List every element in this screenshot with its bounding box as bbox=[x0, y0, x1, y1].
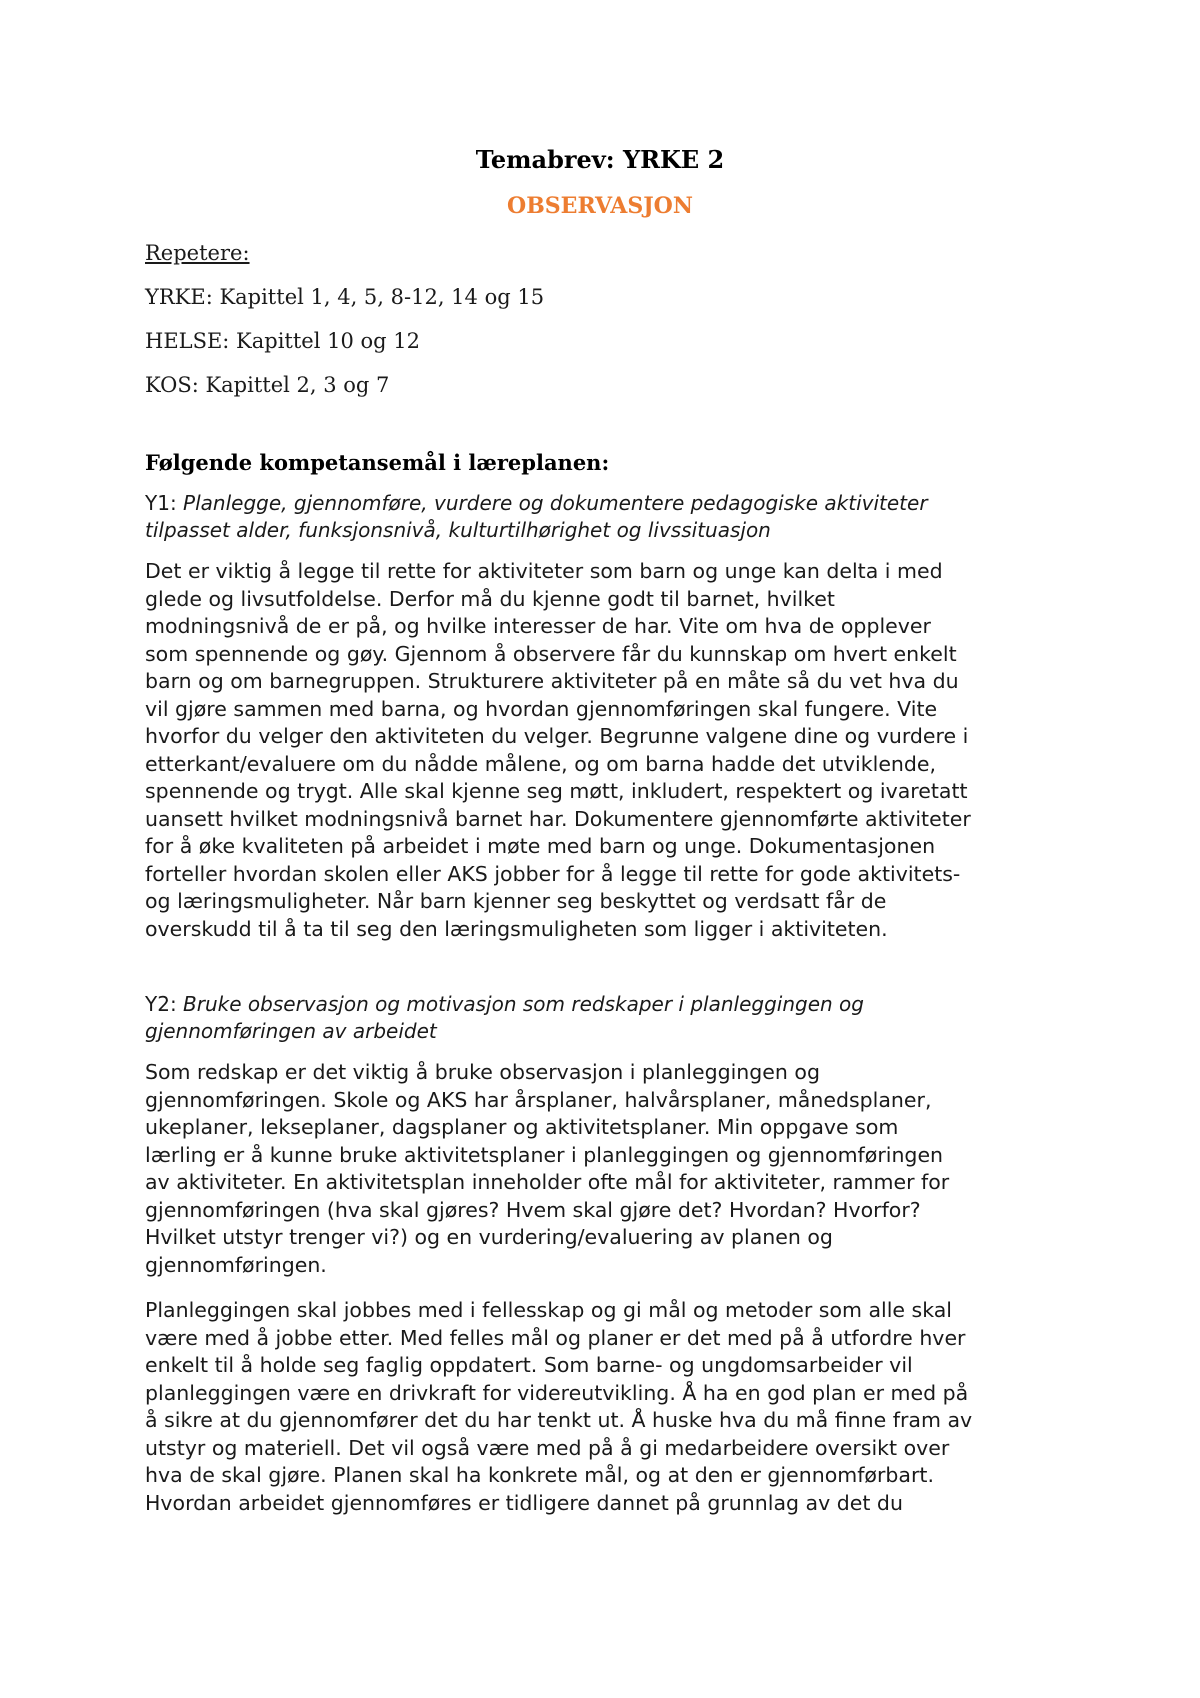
document-body bbox=[145, 240, 1065, 1535]
paragraph-y2: Som redskap er det viktig å bruke observasjon i planleggingen og gjennomføringen. Skole og AKS har årsplaner, halvårsplaner, månedsplaner, ukeplaner, lekseplaner, dagsplaner og aktivitetsplaner. Min oppgave som lærling er å kunne bruke aktivitetsplaner i planleggingen og gjennomføringen av aktiviteter. En aktivitetsplan inneholder ofte mål for aktiviteter, rammer for gjennomføringen (hva skal gjøres? Hvem skal gjøre det? Hvordan? Hvorfor? Hvilket utstyr trenger vi?) og en vurdering/evaluering av planen og gjennomføringen. bbox=[145, 1060, 950, 1277]
competence-heading: Følgende kompetansemål i læreplanen: bbox=[145, 450, 610, 475]
paragraph-y1: Det er viktig å legge til rette for aktiviteter som barn og unge kan delta i med glede og livsutfoldelse. Derfor må du kjenne godt til barnet, hvilket modningsnivå de er på, og hvilke interesser de har. Vite om hva de opplever som spennende og gøy. Gjennom å observere får du kunnskap om hvert enkelt barn og om barnegruppen. Strukturere aktiviteter på en måte så du vet hva du vil gjøre sammen med barna, og hvordan gjennomføringen skal fungere. Vite hvorfor du velger den aktiviteten du velger. Begrunne valgene dine og vurdere i etterkant/evaluere om du nådde målene, og om barna hadde det utviklende, spennende og trygt. Alle skal kjenne seg møtt, inkludert, respektert og ivaretatt uansett hvilket modningsnivå barnet har. Dokumentere gjennomførte aktiviteter for å øke kvaliteten på arbeidet i møte med barn og unge. Dokumentasjonen forteller hvordan skolen eller AKS jobber for å legge til rette for gode aktivitets- og læringsmuligheter. Når barn kjenner seg beskyttet og verdsatt får de overskudd til å ta til seg den læringsmuligheten som ligger i aktiviteten. bbox=[145, 559, 971, 941]
goal-y2-text: Bruke observasjon og motivasjon som redskaper i planleggingen og gjennomføringen av arbeidet bbox=[145, 992, 864, 1043]
paragraph-planning: Planleggingen skal jobbes med i fellesskap og gi mål og metoder som alle skal være med å jobbe etter. Med felles mål og planer er det med på å utfordre hver enkelt til å holde seg faglig oppdatert. Som barne- og ungdomsarbeider vil planleggingen være en drivkraft for videreutvikling. Å ha en god plan er med på å sikre at du gjennomfører det du har tenkt ut. Å huske hva du må finne fram av utstyr og materiell. Det vil også være med på å gi medarbeidere oversikt over hva de skal gjøre. Planen skal ha konkrete mål, og at den er gjennomførbart. Hvordan arbeidet gjennomføres er tidligere dannet på grunnlag av det du bbox=[145, 1298, 973, 1515]
document-title: Temabrev: YRKE 2 bbox=[475, 145, 725, 174]
goal-y2 bbox=[145, 991, 1065, 1045]
chapter-line-yrke: YRKE: Kapittel 1, 4, 5, 8-12, 14 og 15 bbox=[145, 285, 545, 309]
repeat-label-line bbox=[145, 240, 1065, 266]
goal-y1-text: Planlegge, gjennomføre, vurdere og dokumentere pedagogiske aktiviteter tilpasset alder, funksjonsnivå, kulturtilhørighet og livssituasjon bbox=[145, 491, 928, 542]
document-subtitle: OBSERVASJON bbox=[507, 193, 693, 219]
goal-y2-code: Y2: bbox=[145, 992, 177, 1016]
goal-y1-code: Y1: bbox=[145, 491, 177, 515]
goal-y1 bbox=[145, 490, 1065, 544]
chapter-line-helse: HELSE: Kapittel 10 og 12 bbox=[145, 329, 420, 353]
chapter-line-kos: KOS: Kapittel 2, 3 og 7 bbox=[145, 373, 390, 397]
repeat-label: Repetere: bbox=[145, 241, 250, 265]
